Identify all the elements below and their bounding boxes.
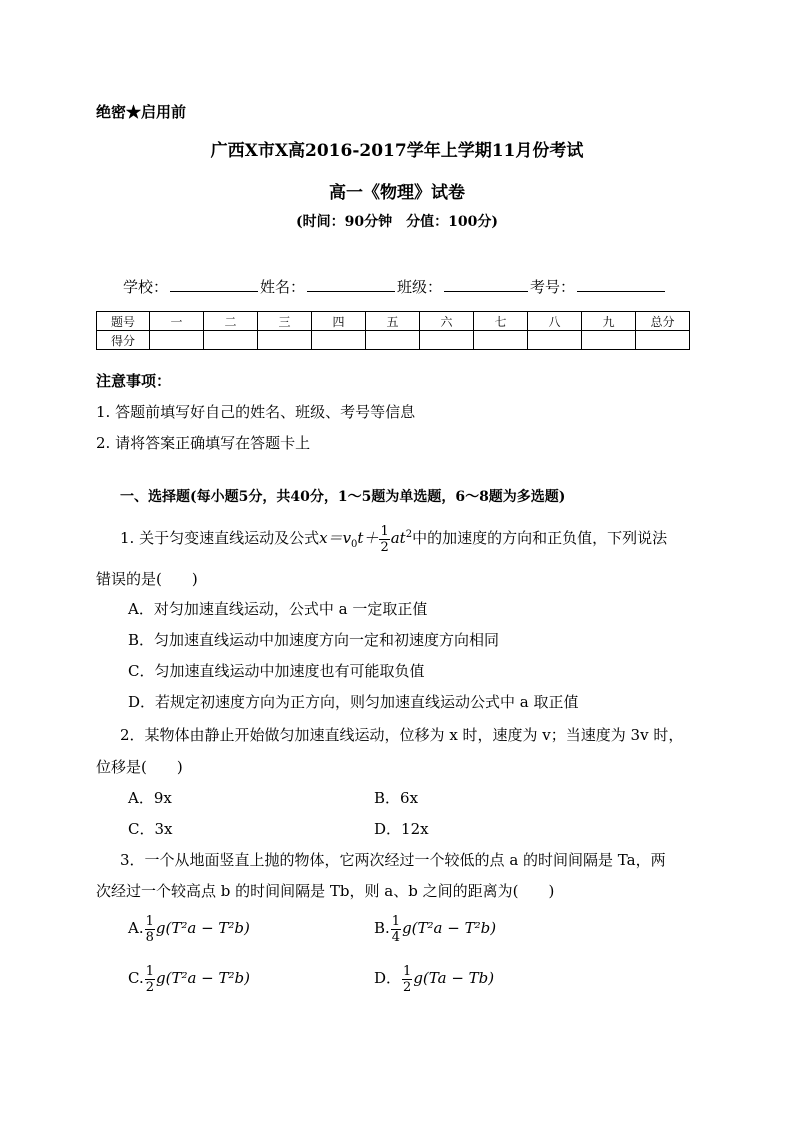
q2-option-a[interactable]: A．9x	[128, 789, 172, 807]
q2-stem-line1: 2．某物体由静止开始做匀加速直线运动，位移为 x 时，速度为 v；当速度为 3v 时，	[120, 726, 684, 744]
q1-stem-line2: 错误的是( )	[96, 570, 198, 588]
q3-option-expr: g(Ta − Tb)	[413, 969, 495, 987]
score-cell[interactable]	[474, 331, 528, 350]
q3-frac-num: 1	[403, 963, 412, 979]
score-header-cell: 四	[312, 312, 366, 331]
q1-stem-line1	[120, 516, 667, 564]
score-cell[interactable]	[366, 331, 420, 350]
q3-option-letter: D．	[374, 969, 402, 987]
exam-title: 广西X市X高2016-2017学年上学期11月份考试	[210, 141, 584, 161]
score-cell[interactable]	[150, 331, 204, 350]
q3-option-a[interactable]	[128, 908, 250, 948]
q1-formula-t: t＋	[357, 529, 379, 547]
q3-stem-line1: 3．一个从地面竖直上抛的物体，它两次经过一个较低的点 a 的时间间隔是 Ta，两	[120, 851, 666, 869]
notes-item: 1. 答题前填写好自己的姓名、班级、考号等信息	[96, 403, 416, 421]
score-cell[interactable]	[582, 331, 636, 350]
score-header-cell: 二	[204, 312, 258, 331]
q3-option-letter: A.	[128, 919, 144, 937]
exam-subtitle: 高一《物理》试卷	[329, 183, 465, 203]
score-header-cell: 总分	[636, 312, 690, 331]
q3-option-letter: B.	[374, 919, 390, 937]
q1-formula-x: x	[319, 529, 328, 547]
notes-title: 注意事项：	[96, 372, 172, 390]
q3-option-fraction	[145, 965, 155, 994]
exam-no-field[interactable]	[577, 277, 665, 292]
q3-option-d[interactable]	[374, 958, 494, 998]
q1-option-c[interactable]: C．匀加速直线运动中加速度也有可能取负值	[128, 662, 425, 680]
score-header-cell: 八	[528, 312, 582, 331]
score-header-cell: 九	[582, 312, 636, 331]
score-table-score-row	[97, 331, 690, 350]
class-label: 班级：	[397, 278, 443, 296]
q3-option-letter: C.	[128, 969, 144, 987]
q1-option-a[interactable]: A．对匀加速直线运动，公式中 a 一定取正值	[128, 600, 428, 618]
score-header-cell: 五	[366, 312, 420, 331]
q3-frac-num: 1	[145, 963, 154, 979]
score-table	[96, 311, 690, 350]
student-fields	[123, 276, 667, 297]
q3-frac-den: 4	[391, 929, 401, 945]
score-cell[interactable]	[204, 331, 258, 350]
q3-stem-line2: 次经过一个较高点 b 的时间间隔是 Tb，则 a、b 之间的距离为( )	[96, 882, 555, 900]
name-field[interactable]	[307, 277, 395, 292]
exam-no-label: 考号：	[530, 278, 576, 296]
school-field[interactable]	[170, 277, 258, 292]
score-header-cell: 三	[258, 312, 312, 331]
score-cell[interactable]	[312, 331, 366, 350]
notes-item: 2. 请将答案正确填写在答题卡上	[96, 434, 311, 452]
score-header-cell: 一	[150, 312, 204, 331]
name-label: 姓名：	[260, 278, 306, 296]
class-field[interactable]	[444, 277, 528, 292]
q1-formula-mid: ＝v	[327, 529, 352, 547]
secret-mark: 绝密★启用前	[96, 103, 187, 121]
q1-option-d[interactable]: D．若规定初速度方向为正方向，则匀加速直线运动公式中 a 取正值	[128, 693, 579, 711]
q3-frac-den: 2	[145, 979, 154, 995]
exam-info: (时间：90分钟 分值：100分)	[296, 214, 498, 230]
q2-option-b[interactable]: B．6x	[374, 789, 419, 807]
q1-frac-num: 1	[380, 523, 389, 539]
q1-formula-sup: 2	[405, 529, 413, 540]
q3-frac-den: 2	[403, 979, 412, 995]
q3-option-fraction	[391, 915, 401, 944]
q1-option-b[interactable]: B．匀加速直线运动中加速度方向一定和初速度方向相同	[128, 631, 500, 649]
q1-stem-a: 1. 关于匀变速直线运动及公式	[120, 529, 320, 547]
q1-fraction	[379, 525, 389, 554]
q3-option-expr: g(T²a − T²b)	[156, 969, 250, 987]
school-label: 学校：	[123, 278, 169, 296]
score-cell[interactable]	[528, 331, 582, 350]
q3-option-expr: g(T²a − T²b)	[402, 919, 497, 937]
section-title: 一、选择题(每小题5分，共40分，1～5题为单选题，6～8题为多选题)	[120, 489, 566, 505]
q2-stem-line2: 位移是( )	[96, 758, 183, 776]
score-header-cell: 六	[420, 312, 474, 331]
q3-frac-num: 1	[145, 913, 154, 929]
q3-option-fraction	[402, 965, 412, 994]
q3-option-expr: g(T²a − T²b)	[155, 919, 250, 937]
q3-option-c[interactable]	[128, 958, 250, 998]
q1-stem-b: 中的加速度的方向和正负值，下列说法	[412, 529, 668, 547]
q2-option-c[interactable]: C．3x	[128, 820, 173, 838]
score-header-cell: 题号	[97, 312, 150, 331]
q3-frac-den: 8	[145, 929, 154, 945]
score-table-header-row	[97, 312, 690, 331]
q1-frac-den: 2	[380, 539, 389, 555]
score-cell[interactable]	[258, 331, 312, 350]
q3-frac-num: 1	[391, 913, 401, 929]
score-row-label: 得分	[97, 331, 150, 350]
q3-option-fraction	[145, 915, 155, 944]
q2-option-d[interactable]: D．12x	[374, 820, 429, 838]
score-header-cell: 七	[474, 312, 528, 331]
q1-formula-at: at	[390, 529, 406, 547]
q1-formula-sub: 0	[351, 539, 358, 550]
q3-option-b[interactable]	[374, 908, 496, 948]
score-cell[interactable]	[420, 331, 474, 350]
score-cell[interactable]	[636, 331, 690, 350]
